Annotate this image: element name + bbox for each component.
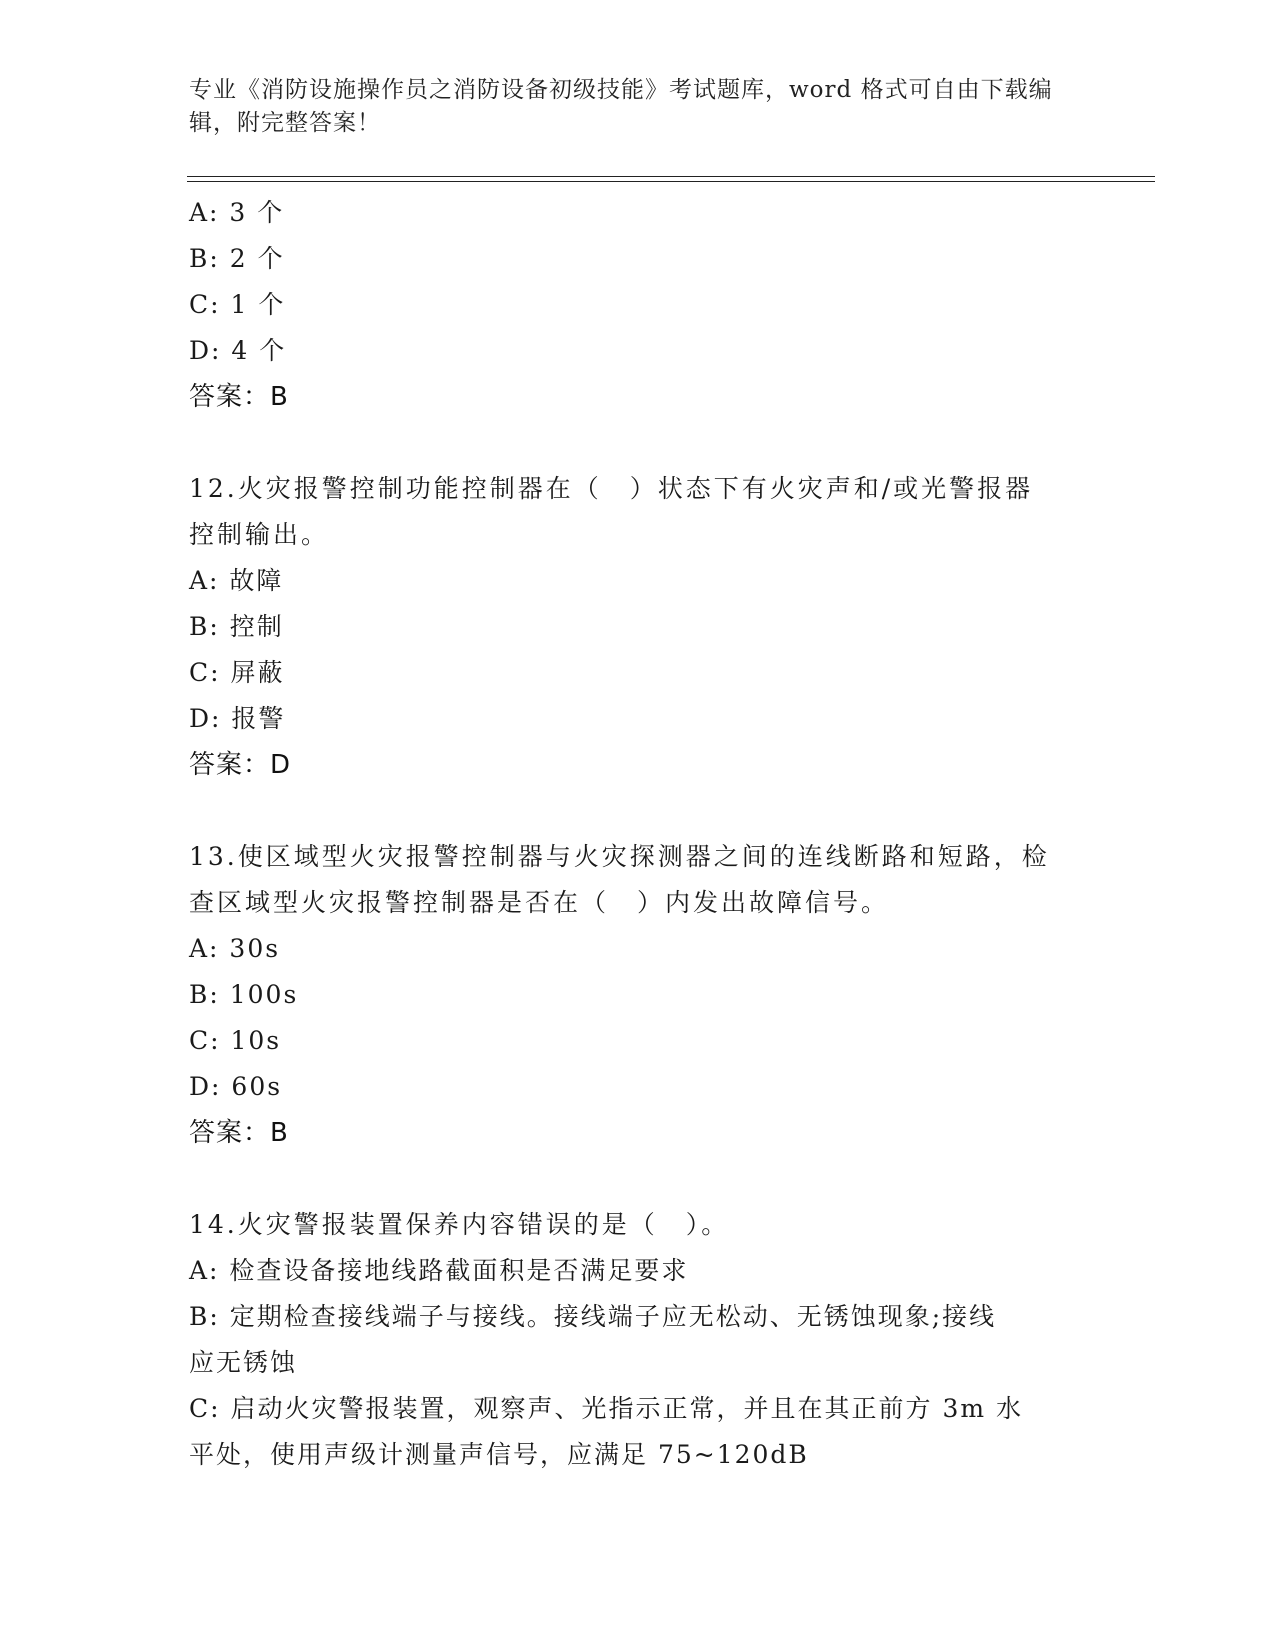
header-divider-bottom: [187, 181, 1155, 182]
spacer: [189, 788, 1089, 834]
question-stem: 13.使区域型火灾报警控制器与火灾探测器之间的连线断路和短路，检: [189, 842, 1050, 871]
question-stem: 12.火灾报警控制功能控制器在（ ）状态下有火灾声和/或光警报器: [189, 474, 1034, 503]
option-a: A: 故障: [189, 566, 284, 595]
header-line-1: 专业《消防设施操作员之消防设备初级技能》考试题库，word 格式可自由下载编: [189, 77, 1053, 103]
option-b: B: 2 个: [189, 244, 285, 273]
question-12: [189, 466, 1089, 788]
question-stem-continued: 查区域型火灾报警控制器是否在（ ）内发出故障信号。: [189, 888, 890, 917]
answer-key: 答案：B: [189, 1118, 289, 1148]
option-b: B: 控制: [189, 612, 284, 641]
option-d: D: 报警: [189, 704, 286, 733]
option-c: C: 10s: [189, 1026, 282, 1055]
header-divider-top: [187, 176, 1155, 177]
document-header: [189, 74, 1089, 140]
question-list: [189, 190, 1089, 1478]
question-stem: 14.火灾警报装置保养内容错误的是（ ）。: [189, 1210, 730, 1239]
option-d: D: 4 个: [189, 336, 287, 365]
question-stem-continued: 控制输出。: [189, 520, 330, 549]
question-14: [189, 1202, 1089, 1478]
option-b: B: 100s: [189, 980, 299, 1009]
option-c-continued: 平处，使用声级计测量声信号，应满足 75~120dB: [189, 1440, 809, 1469]
question-11: [189, 190, 1089, 420]
spacer: [189, 1156, 1089, 1202]
option-a: A: 检查设备接地线路截面积是否满足要求: [189, 1256, 689, 1285]
option-b-continued: 应无锈蚀: [189, 1348, 298, 1377]
question-13: [189, 834, 1089, 1156]
option-a: A: 3 个: [189, 198, 285, 227]
option-c: C: 1 个: [189, 290, 286, 319]
answer-key: 答案：D: [189, 750, 292, 780]
option-d: D: 60s: [189, 1072, 283, 1101]
header-line-2: 辑，附完整答案！: [189, 110, 381, 136]
option-c: C: 屏蔽: [189, 658, 285, 687]
option-a: A: 30s: [189, 934, 281, 963]
option-b: B: 定期检查接线端子与接线。接线端子应无松动、无锈蚀现象;接线: [189, 1302, 997, 1331]
option-c: C: 启动火灾警报装置，观察声、光指示正常，并且在其正前方 3m 水: [189, 1394, 1024, 1423]
answer-key: 答案：B: [189, 382, 289, 412]
spacer: [189, 420, 1089, 466]
